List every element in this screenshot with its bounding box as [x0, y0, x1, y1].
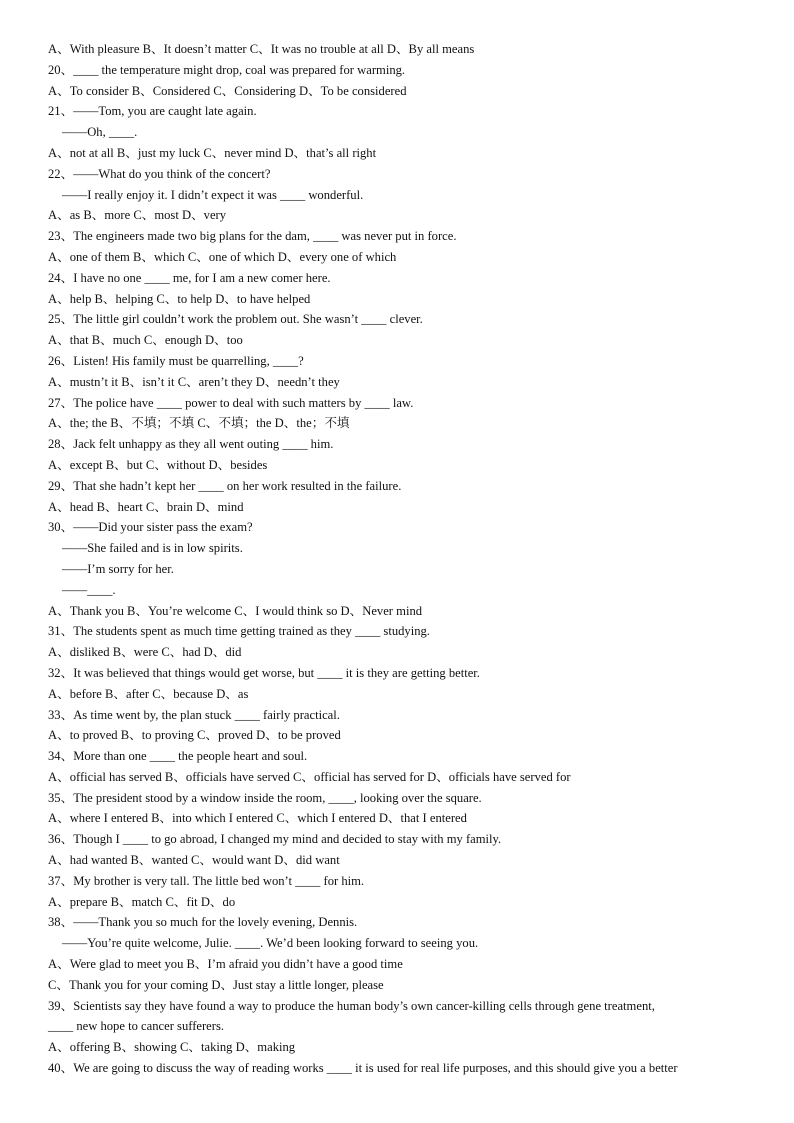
document-page: [48, 39, 753, 1079]
question-line: 21、——Tom, you are caught late again.: [48, 104, 257, 119]
question-line: 22、——What do you think of the concert?: [48, 166, 271, 181]
question-continuation: ____ new hope to cancer sufferers.: [48, 1019, 225, 1034]
options-line: A、had wanted B、wanted C、would want D、did want: [48, 853, 340, 868]
options-line: A、before B、after C、because D、as: [48, 686, 249, 701]
options-line: A、prepare B、match C、fit D、do: [48, 894, 236, 909]
options-line: A、Were glad to meet you B、I’m afraid you didn’t have a good time: [48, 957, 403, 972]
text-line: A、With pleasure B、It doesn’t matter C、It was no trouble at all D、By all means: [48, 42, 475, 56]
options-line: A、head B、heart C、brain D、mind: [48, 499, 244, 514]
dialogue-line: ——Oh, ____.: [62, 125, 138, 140]
options-line: C、Thank you for your coming D、Just stay a little longer, please: [48, 977, 384, 992]
dialogue-line: ——She failed and is in low spirits.: [62, 541, 243, 556]
question-line: 25、The little girl couldn’t work the problem out. She wasn’t ____ clever.: [48, 312, 423, 327]
options-line: A、one of them B、which C、one of which D、every one of which: [48, 249, 397, 264]
question-line: 37、My brother is very tall. The little bed won’t ____ for him.: [48, 873, 365, 888]
options-line: A、mustn’t it B、isn’t it C、aren’t they D、needn’t they: [48, 374, 340, 389]
question-line: 32、It was believed that things would get worse, but ____ it is they are getting better.: [48, 665, 480, 680]
dialogue-line: ——I’m sorry for her.: [62, 561, 174, 576]
question-line: 26、Listen! His family must be quarrelling, ____?: [48, 353, 304, 368]
options-line: A、help B、helping C、to help D、to have helped: [48, 291, 311, 306]
dialogue-line: ——You’re quite welcome, Julie. ____. We’d been looking forward to seeing you.: [62, 936, 479, 951]
options-line: A、as B、more C、most D、very: [48, 208, 227, 223]
options-line: A、where I entered B、into which I entered C、which I entered D、that I entered: [48, 811, 467, 826]
question-line: 35、The president stood by a window inside the room, ____, looking over the square.: [48, 790, 482, 805]
options-line: A、To consider B、Considered C、Considering D、To be considered: [48, 83, 407, 98]
options-line: A、that B、much C、enough D、too: [48, 333, 243, 348]
options-line: A、to proved B、to proving C、proved D、to be proved: [48, 728, 341, 743]
options-line: A、the; the B、不填；不填 C、不填；the D、the；不填: [48, 416, 350, 431]
options-line: A、Thank you B、You’re welcome C、I would think so D、Never mind: [48, 603, 423, 618]
question-line: 33、As time went by, the plan stuck ____ fairly practical.: [48, 707, 340, 722]
question-line: 28、Jack felt unhappy as they all went outing ____ him.: [48, 437, 334, 452]
question-line: 40、We are going to discuss the way of reading works ____ it is used for real life purposes, and this should give you a better: [48, 1061, 678, 1076]
options-line: A、offering B、showing C、taking D、making: [48, 1040, 296, 1055]
question-line: 24、I have no one ____ me, for I am a new comer here.: [48, 270, 331, 285]
options-line: A、except B、but C、without D、besides: [48, 457, 268, 472]
dialogue-line: ——____.: [62, 582, 116, 597]
question-line: 29、That she hadn’t kept her ____ on her work resulted in the failure.: [48, 478, 402, 493]
question-line: 23、The engineers made two big plans for the dam, ____ was never put in force.: [48, 229, 457, 244]
options-line: A、disliked B、were C、had D、did: [48, 645, 242, 660]
options-line: A、not at all B、just my luck C、never mind D、that’s all right: [48, 145, 377, 160]
question-line: 34、More than one ____ the people heart and soul.: [48, 749, 308, 764]
options-line: A、official has served B、officials have served C、official has served for D、officials have served for: [48, 769, 571, 784]
question-line: 30、——Did your sister pass the exam?: [48, 520, 253, 535]
question-line: 31、The students spent as much time getting trained as they ____ studying.: [48, 624, 430, 639]
question-line: 39、Scientists say they have found a way to produce the human body’s own cancer-killing cells through gene treatment,: [48, 998, 655, 1013]
dialogue-line: ——I really enjoy it. I didn’t expect it was ____ wonderful.: [62, 187, 364, 202]
question-line: 38、——Thank you so much for the lovely evening, Dennis.: [48, 915, 358, 930]
question-line: 20、____ the temperature might drop, coal was prepared for warming.: [48, 62, 406, 77]
question-line: 36、Though I ____ to go abroad, I changed my mind and decided to stay with my family.: [48, 832, 502, 847]
question-line: 27、The police have ____ power to deal with such matters by ____ law.: [48, 395, 414, 410]
